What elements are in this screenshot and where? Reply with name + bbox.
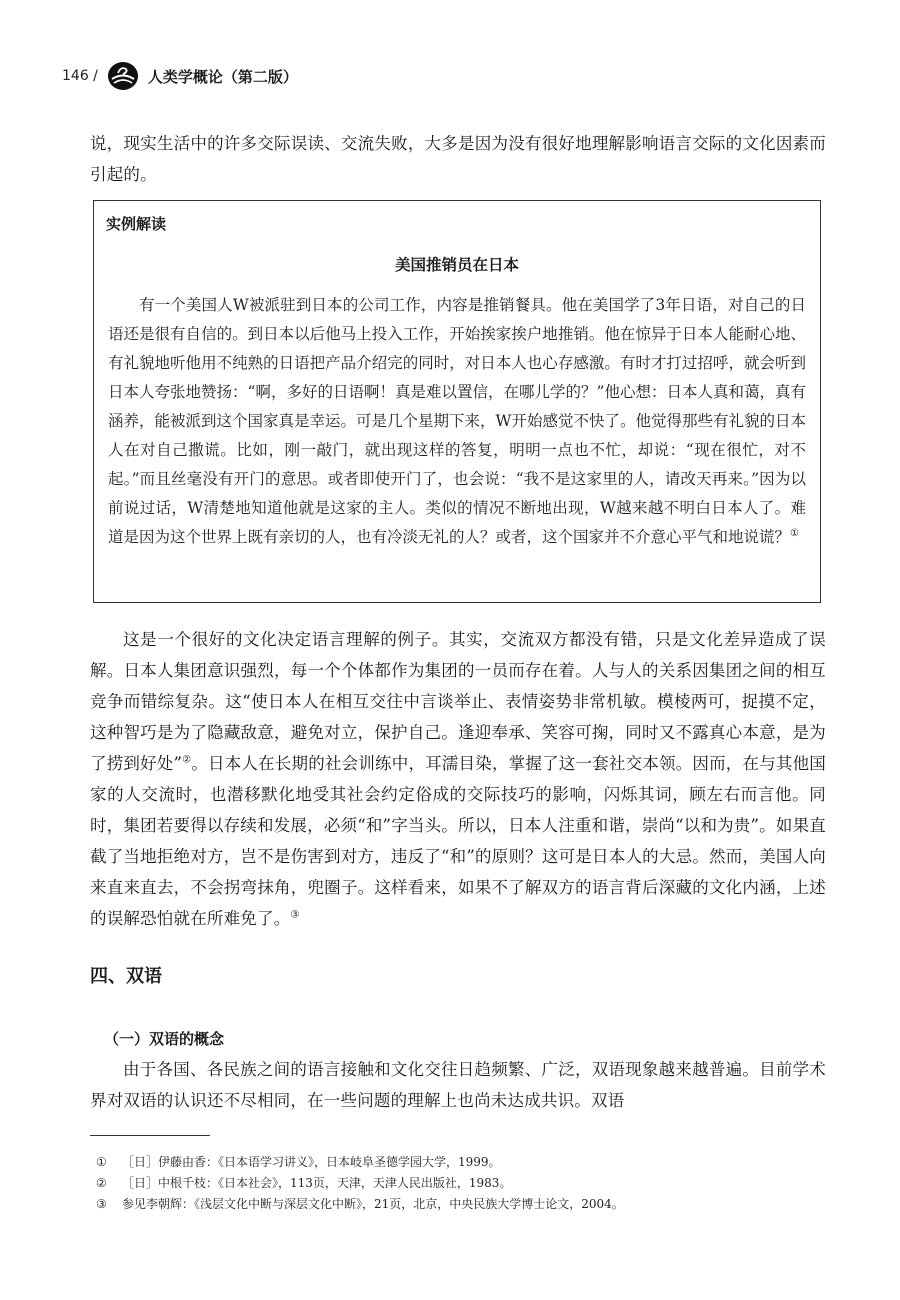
footnote-item — [96, 1173, 624, 1194]
case-study-box — [93, 200, 821, 603]
main-paragraph-part1: 这是一个很好的文化决定语言理解的例子。其实，交流双方都没有错，只是文化差异造成了误解。日本人集团意识强烈，每一个个体都作为集团的一员而存在着。人与人的关系因集团之间的相互竞争而错综复杂。这“使日本人在相互交往中言谈举止、表情姿势非常机敏。模棱两可，捉摸不定，这种智巧是为了隐藏敌意，避免对立，保护自己。逢迎奉承、笑容可掬，同时又不露真心本意，是为了捞到好处” — [90, 630, 826, 773]
footnote-ref-3: ③ — [290, 909, 300, 921]
case-box-body — [108, 291, 806, 552]
footnote-mark: ② — [96, 1176, 107, 1190]
footnote-text: ［日］中根千枝：《日本社会》，113页，天津，天津人民出版社，1983。 — [122, 1176, 512, 1190]
publisher-logo-icon — [106, 60, 140, 92]
footnote-item — [96, 1194, 624, 1215]
intro-paragraph: 说，现实生活中的许多交际误读、交流失败，大多是因为没有很好地理解影响语言交际的文化因素而引起的。 — [90, 134, 826, 184]
last-paragraph: 由于各国、各民族之间的语言接触和文化交往日趋频繁、广泛，双语现象越来越普遍。目前学术界对双语的认识还不尽相同，在一些问题的理解上也尚未达成共识。双语 — [90, 1060, 826, 1110]
case-box-label: 实例解读 — [106, 215, 167, 233]
case-box-title: 美国推销员在日本 — [394, 256, 519, 274]
footnote-divider — [90, 1135, 210, 1136]
main-paragraph-part2: 。日本人在长期的社会训练中，耳濡目染，掌握了这一套社交本领。因而，在与其他国家的人交流时，也潜移默化地受其社会约定俗成的交际技巧的影响，闪烁其词，顾左右而言他。同时，集团若要得以存续和发展，必须“和”字当头。所以，日本人注重和谐，崇尚“以和为贵”。如果直截了当地拒绝对方，岂不是伤害到对方，违反了“和”的原则？这可是日本人的大忌。然而，美国人向来直来直去，不会拐弯抹角，兜圈子。这样看来，如果不了解双方的语言背后深藏的文化内涵，上述的误解恐怕就在所难免了。 — [90, 754, 826, 928]
subsection-heading: （一）双语的概念 — [104, 1030, 225, 1048]
footnote-mark: ① — [96, 1155, 107, 1169]
footnote-ref-2: ② — [182, 754, 192, 766]
footnote-mark: ③ — [96, 1197, 107, 1211]
footnote-ref-1: ① — [790, 527, 799, 539]
footnote-item — [96, 1152, 624, 1173]
footnote-text: 参见李朝辉：《浅层文化中断与深层文化中断》，21页，北京，中央民族大学博士论文，2004。 — [122, 1197, 624, 1211]
page-number: 146 / — [62, 68, 98, 84]
running-header — [62, 60, 298, 92]
book-title: 人类学概论（第二版） — [147, 67, 298, 86]
footnote-text: ［日］伊藤由香：《日本语学习讲义》，日本岐阜圣德学园大学，1999。 — [122, 1155, 501, 1169]
footnotes-list — [96, 1152, 624, 1215]
section-heading: 四、双语 — [90, 966, 162, 987]
case-box-text: 有一个美国人W被派驻到日本的公司工作，内容是推销餐具。他在美国学了3年日语，对自己的日语还是很有自信的。到日本以后他马上投入工作，开始挨家挨户地推销。他在惊异于日本人能耐心地、有礼貌地听他用不纯熟的日语把产品介绍完的同时，对日本人也心存感激。有时才打过招呼，就会听到日本人夸张地赞扬：“啊，多好的日语啊！真是难以置信，在哪儿学的？”他心想：日本人真和蔼，真有涵养，能被派到这个国家真是幸运。可是几个星期下来，W开始感觉不快了。他觉得那些有礼貌的日本人在对自己撒谎。比如，刚一敲门，就出现这样的答复，明明一点也不忙，却说：“现在很忙，对不起。”而且丝毫没有开门的意思。或者即使开门了，也会说：“我不是这家里的人，请改天再来。”因为以前说过话，W清楚地知道他就是这家的主人。类似的情况不断地出现，W越来越不明白日本人了。难道是因为这个世界上既有亲切的人，也有冷淡无礼的人？或者，这个国家并不介意心平气和地说谎？ — [108, 296, 806, 546]
main-paragraph — [90, 624, 826, 934]
